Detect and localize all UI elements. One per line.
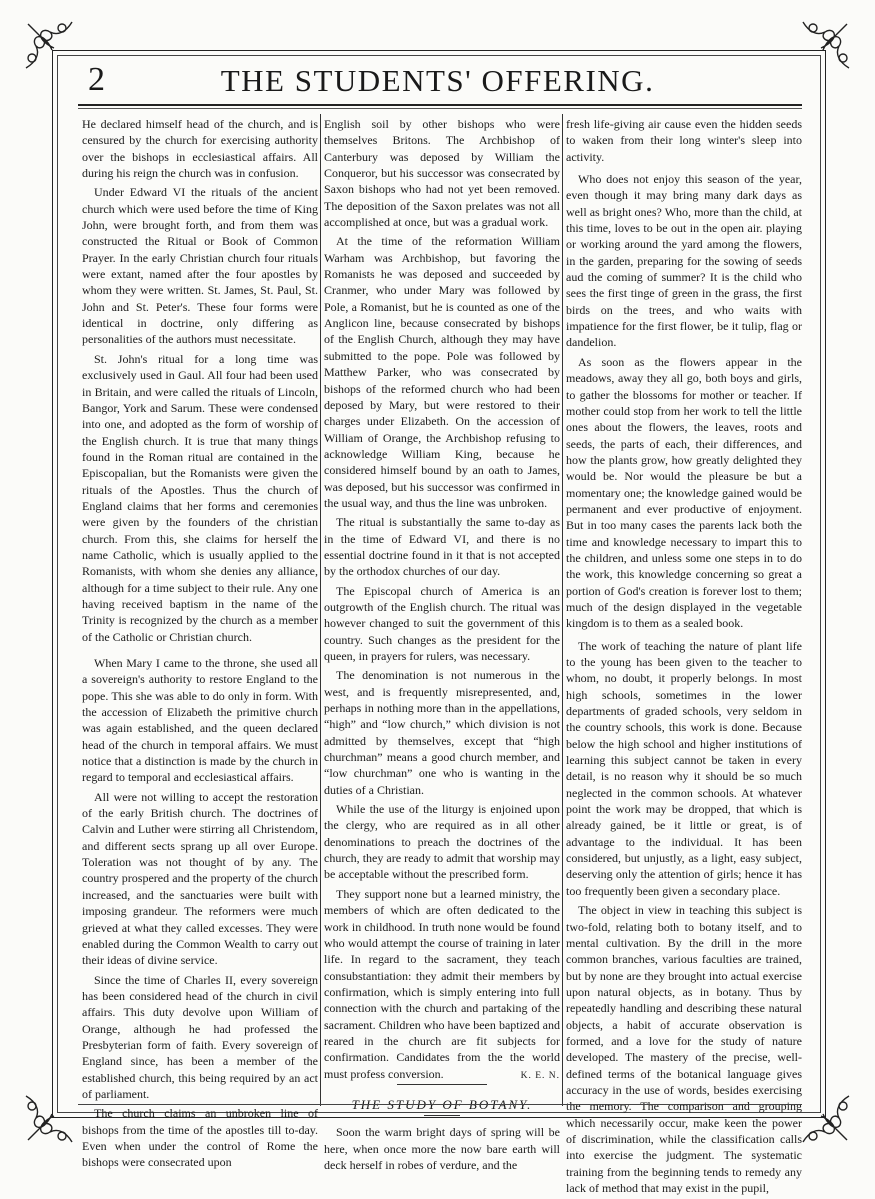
paragraph: St. John's ritual for a long time was exclusively used in Gaul. All four had been used in Britain, and were called the rituals of Lincoln, Bangor, York and Sarum. These were condensed into one, and adopted as the form of worship of the English church. It is true that many things found in the Roman ritual are contained in the Episcopalian, but the Romanists were given the rituals of the Apostles. Thus the church of England claims that her forms and ceremonies were given by the founders of the christian church. From this, she claims for herself the name Catholic, which is usually applied to the Romanists, with whom she denies any alliance, although for a time subject to their rule. Any one having received baptism in the name of the Trinity is recognized by the church as a member of the Catholic or Christian church. xyxy=(82,351,318,644)
column-divider xyxy=(320,114,321,1106)
paragraph-text: They support none but a learned ministry, the members of which are often dedicated to the work in childhood. In truth none would be found who would attempt the course of training in later life. In regard to the sacrament, they teach consubstantiation: they admit their members by confirmation, which is simply entering into full connection with the church and partaking of the sacrament. Children who have been baptized and reared in the church are fit subjects for confirmation. Candidates from the the world must profess conversion. xyxy=(324,886,560,1081)
paragraph: When Mary I came to the throne, she used all a sovereign's authority to restore England to the pope. This she was able to do only in form. With the accession of Elizabeth the primitive church was again established, and the queen declared head of the church in temporal affairs. We must notice that a distinction is made by the church in regard to temporal and ecclesiastical affairs. xyxy=(82,656,318,785)
column-divider xyxy=(562,114,563,1106)
column-3 xyxy=(566,116,802,1199)
paragraph: The work of teaching the nature of plant life to the young has been given to the teacher to whom, no doubt, it properly belongs. In most high schools, sometimes in the lower departments of graded schools, very seldom in the country schools, this work is done. Because below the high school and higher institutions of learning this subject cannot be taken in every detail, is no reason why it should be so much neglected in the common schools. At whatever point the work may be dropped, that which is already gained, be it little or great, is of advantage to the individual. It has been considered, but unjustly, as a light, easy subject, deserving only the attention of girls; hence it has too frequently been given a secondary place. xyxy=(566,638,802,898)
paragraph: He declared himself head of the church, and is censured by the church for exercising authority over the bishops in ecclesiastical affairs. All during his reign the church was in confusion. xyxy=(82,117,318,181)
paragraph: English soil by other bishops who were themselves Britons. The Archbishop of Canterbury was deposed by William the Conqueror, but his successor was consecrated by Saxon bishops who had not yet been removed. The deposition of the Saxon prelates was not all accomplished at once, but was a gradual work. xyxy=(324,117,560,230)
paragraph: Under Edward VI the rituals of the ancient church which were used before the time of King John, were brought forth, and from them was constructed the Ritual or Book of Common Prayer. In the early Christian church four rituals were extant, named after the four apostles by whom they were written. St. James, St. Paul, St. John and St. Peter's. These four forms were identical in doctrine, only differing as personalities of the authors must necessitate. xyxy=(82,185,318,347)
article-title: THE STUDY OF BOTANY. xyxy=(351,1096,533,1112)
paragraph: Soon the warm bright days of spring will be here, when once more the now bare earth will deck herself in robes of verdure, and the xyxy=(324,1125,560,1172)
paragraph: At the time of the reformation William Warham was Archbishop, but favoring the Romanists he was deposed and succeeded by Cranmer, who under Mary was followed by Pole, a Romanist, but he is counted as one of the Anglicon line, because consecrated by bishops of the English Church, although they may have submitted to the pope. Pole was followed by Matthew Parker, who was consecrated by bishops of the reformed church who had been deposed by Mary, but were restored to their charges under Elizabeth. On the accession of William of Orange, the Archbishop refusing to acknowledge William King, because he considered himself bound by an oath to James, was deposed, but his successor was confirmed in the usual way, and thus the line was unbroken. xyxy=(324,234,560,510)
paragraph: The denomination is not numerous in the west, and is frequently misrepresented, and, perhaps in nothing more than in the appellations, “high” and “low church,” which division is not admitted by themselves, except that “high churchman” means a good church member, and “low churchman” one who is wanting in the duties of a Christian. xyxy=(324,668,560,797)
paragraph: The church claims an unbroken line of bishops from the time of the apostles till to-day. Even when under the control of Rome the bishops were consecrated upon xyxy=(82,1106,318,1170)
paragraph: The Episcopal church of America is an outgrowth of the English church. The ritual was however changed to suit the government of this country. Such changes as the president for the queen, in prayers for rulers, was necessary. xyxy=(324,583,560,663)
column-1 xyxy=(82,116,318,1174)
paragraph: Who does not enjoy this season of the year, even though it may bring many dark days as well as bright ones? Who, more than the child, at this time, loves to be out in the open air. playing or working around the yard among the flowers, in the garden, preparing for the sowing of seeds aud the coming of summer? It is the child who sees the first tinge of green in the grass, the first birds on the trees, and who waits with impatience for the first flower, be it tulip, flag or dandelion. xyxy=(566,172,802,350)
paragraph: While the use of the liturgy is enjoined upon the clergy, who are required as in all other denominations to preach the doctrines of the church, they are ready to admit that worship may be acceptable without the prescribed form. xyxy=(324,802,560,882)
ornament-corner-icon xyxy=(22,1086,82,1146)
author-signature: K. E. N. xyxy=(520,1070,560,1081)
paragraph: As soon as the flowers appear in the meadows, away they all go, both boys and girls, to gather the blossoms for mother or teacher. If mother could stop from her work to tell the little ones about the flowers, the leaves, roots and seeds, the parts of each, their differences, and how the plants grow, how greatly delighted they would be. Nor would the pleasure be but a momentary one; the knowledge gained would be permanent and ever productive of enjoyment. But in too many cases the parents lack both the time and knowledge necessary to impart this to the children, and unless some one steps in to do the work, this knowledge concerning so great a portion of God's creation is forever lost to them; much of the design displayed in the vegetable kingdom is to them as a sealed book. xyxy=(566,354,802,631)
header-rule xyxy=(78,104,802,106)
paragraph: The ritual is substantially the same to-day as in the time of Edward VI, and there is no essential doctrine found in it that is not accepted by the orthodox churches of our day. xyxy=(324,515,560,579)
page-number: 2 xyxy=(88,61,105,98)
paragraph: The object in view in teaching this subject is two-fold, relating both to botany itself, and to mental cultivation. By the drill in the more common branches, various faculties are trained, but by none are they brought into actual exercise upon natural objects, as in botany. Thus by repeatedly handling and describing these natural objects, a habit of accurate observation is formed, and a love for the study of nature developed. The mastery of the precise, well-defined terms of the botanical language gives accuracy in the use of words, besides exercising the memory. The comparison and grouping which necessarily occur, make keen the power of discrimination, while the classification calls into exercise the judgment. The systematic training from the beginning tends to remedy any lack of method that may exist in the pupil, xyxy=(566,903,802,1195)
footer-rule xyxy=(78,1104,802,1105)
header-rule-thin xyxy=(78,108,802,109)
column-2 xyxy=(324,116,560,1176)
title-underline xyxy=(424,1115,460,1116)
paragraph: fresh life-giving air cause even the hidden seeds to waken from their long winter's sleep into activity. xyxy=(566,117,802,164)
paragraph xyxy=(324,886,560,1082)
paragraph: Since the time of Charles II, every sovereign has been considered head of the church in civil affairs. This duty devolve upon William of Orange, although he had professed the Presbyterian form of faith. Every sovereign of England since, has been a member of the established church, this being required by an act of parliament. xyxy=(82,972,318,1101)
ornament-corner-icon xyxy=(793,1086,853,1146)
masthead-title: THE STUDENTS' OFFERING. xyxy=(220,63,655,98)
article-separator xyxy=(397,1084,487,1085)
paragraph: All were not willing to accept the restoration of the early British church. The doctrines of Calvin and Luther were stirring all Christendom, and different sects sprang up all over Europe. Toleration was not thought of by any. The country prospered and the property of the church increased, and the sanctuaries were built with imposing grandeur. The reformers were much grieved at what they called excesses. They were enabled during the Common Wealth to carry out their ideas of divine service. xyxy=(82,789,318,968)
